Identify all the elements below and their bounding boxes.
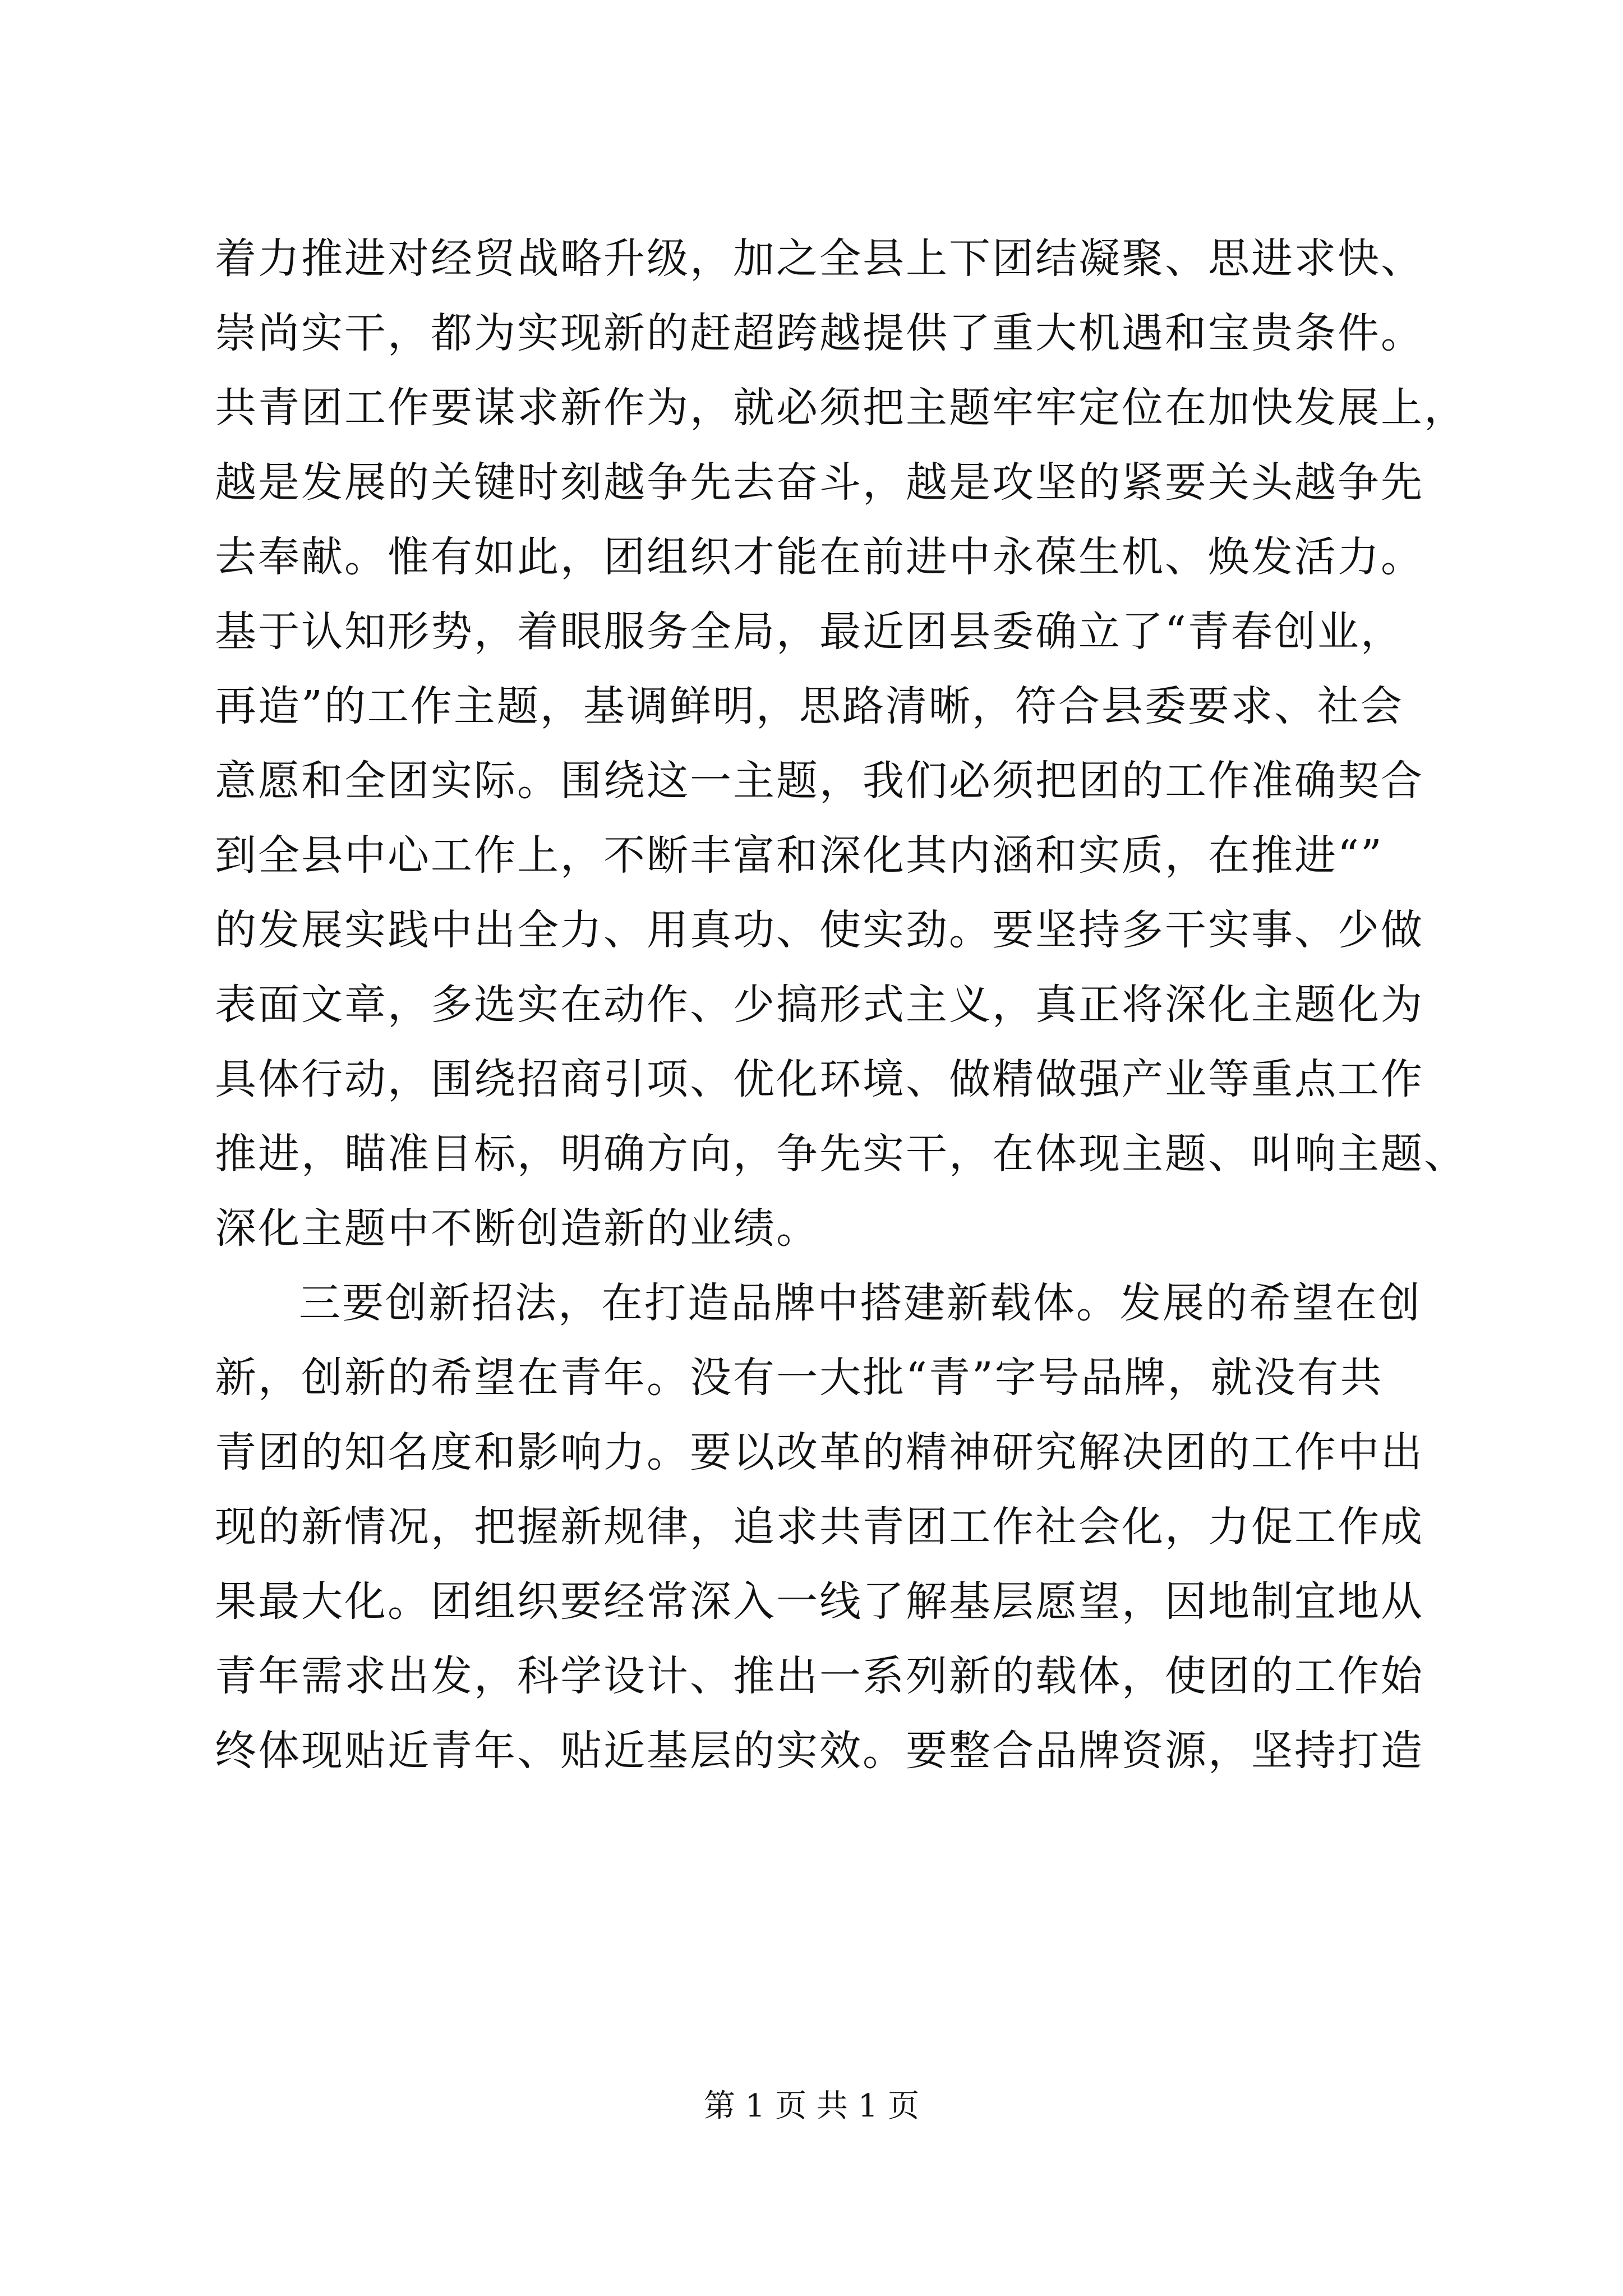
- text-line: 基于认知形势，着眼服务全局，最近团县委确立了“青春创业，: [215, 608, 1404, 656]
- text-line: 再造”的工作主题，基调鲜明，思路清晰，符合县委要求、社会: [215, 682, 1404, 730]
- paragraph-first-line: 三要创新招法，在打造品牌中搭建新载体。发展的希望在创: [299, 1279, 1422, 1327]
- text-line: 崇尚实干，都为实现新的赶超跨越提供了重大机遇和宝贵条件。: [215, 309, 1424, 357]
- text-line: 新，创新的希望在青年。没有一大批“青”字号品牌，就没有共: [215, 1354, 1384, 1402]
- text-line: 到全县中心工作上，不断丰富和深化其内涵和实质，在推进“”: [215, 831, 1384, 880]
- text-line: 共青团工作要谋求新作为，就必须把主题牢牢定位在加快发展上，: [215, 384, 1467, 432]
- text-line: 表面文章，多选实在动作、少搞形式主义，真正将深化主题化为: [215, 981, 1424, 1029]
- text-line: 具体行动，围绕招商引项、优化环境、做精做强产业等重点工作: [215, 1055, 1424, 1103]
- text-line: 越是发展的关键时刻越争先去奋斗，越是攻坚的紧要关头越争先: [215, 458, 1424, 507]
- text-line: 现的新情况，把握新规律，追求共青团工作社会化，力促工作成: [215, 1503, 1424, 1551]
- text-line: 推进，瞄准目标，明确方向，争先实干，在体现主题、叫响主题、: [215, 1130, 1467, 1178]
- page-number-label: 第 1 页 共 1 页: [703, 2088, 920, 2124]
- text-line: 青团的知名度和影响力。要以改革的精神研究解决团的工作中出: [215, 1428, 1424, 1476]
- page-footer: [0, 2087, 1623, 2126]
- text-line: 去奉献。惟有如此，团组织才能在前进中永葆生机、焕发活力。: [215, 533, 1424, 581]
- text-line: 意愿和全团实际。围绕这一主题，我们必须把团的工作准确契合: [215, 757, 1424, 805]
- text-line: 深化主题中不断创造新的业绩。: [215, 1204, 819, 1253]
- text-line: 青年需求出发，科学设计、推出一系列新的载体，使团的工作始: [215, 1652, 1424, 1700]
- body-text: [215, 222, 1477, 1788]
- text-line: 果最大化。团组织要经常深入一线了解基层愿望，因地制宜地从: [215, 1577, 1424, 1626]
- text-line: 的发展实践中出全力、用真功、使实劲。要坚持多干实事、少做: [215, 906, 1424, 954]
- text-line: 终体现贴近青年、贴近基层的实效。要整合品牌资源，坚持打造: [215, 1727, 1424, 1775]
- text-line: 着力推进对经贸战略升级，加之全县上下团结凝聚、思进求快、: [215, 234, 1424, 283]
